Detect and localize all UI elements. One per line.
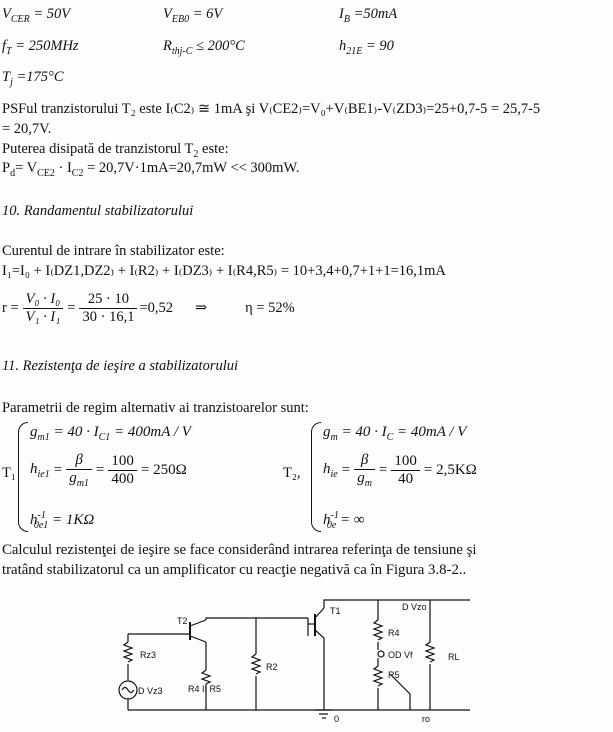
t1-hie-fraction-den-sub: m1 [76,478,89,489]
param-rth [163,38,245,57]
param-vcer-sub: CER [10,13,30,25]
t2-hie-fraction [354,452,375,489]
efficiency-equation: r = $\frac{\text{V₀ · I₀}}{\text{V₁ · I₁}}$ = $\frac{25 \cdot 10}{30 \cdot 16,1}$ =0,52 ⇒ η = 52% [2,290,295,325]
t2-brace [311,422,321,532]
efficiency-fraction-1-den: V₁ · I₁ [25,308,61,325]
t2-gm-symbol: g [323,424,331,440]
param-ib-sub: B [343,13,350,25]
psf-line-4-end: = 20,7V·1mA=20,7mW << 300mW. [83,160,300,176]
t2-label: T₂, [283,465,301,481]
t2-hie-equation: $h_{ie}$ = $\frac{\beta}{g_m}$ = $\frac{100}{40}$ = 2,5KΩ [323,452,477,489]
param-h21-value: = 90 [362,38,394,54]
param-ft-sub: T [6,45,12,57]
t1-hoe-sub: 0e1 [33,520,49,531]
t1-label-circuit: T1 [330,606,341,616]
section-11-intro: Parametrii de regim alternativ ai tranzistoarelor sunt: [2,400,309,416]
t2-gm-result: = 40mA / V [393,424,467,440]
t1-hie-fraction-2 [108,453,137,488]
param-h21 [339,38,394,57]
param-ft [2,38,79,57]
psf-line-3-tail: este: [198,141,229,157]
t2-hoe-symbol: h [323,512,331,528]
r5-resistor [374,666,382,686]
t2-gm-equation [323,424,466,443]
t1-hie-fraction [66,452,92,489]
r2-resistor [252,654,260,674]
param-ib-symbol: I [339,6,344,22]
t2-hie-fraction-2-num: 100 [391,453,420,471]
efficiency-fraction-2-num: 25 · 10 [79,291,137,309]
t1-hie-sub: ie1 [37,469,50,480]
param-rth-symbol: R [163,38,172,54]
param-vebo-symbol: V [163,6,172,22]
r4-label: R4 [388,628,400,638]
rl-label: RL [448,652,460,662]
rz3-label: Rz3 [140,650,157,660]
section-10-intro: Curentul de intrare în stabilizator este: [2,243,225,259]
param-tj-symbol: T [2,69,11,85]
section-10-title: 10. Randamentul stabilizatorului [2,203,194,219]
t2-label-circuit: T2 [177,616,188,626]
t1-hie-fraction-num: β [66,452,92,470]
r5-label: R5 [388,670,400,680]
t1-hoe-sup: -1 [37,510,46,521]
psf-line-2 [2,121,51,138]
param-ib-value: =50mA [349,6,398,22]
r4r5-label: R4 II R5 [188,684,222,694]
psf-line-4: $P_d= V_{CE2} \cdot I_{C2} = 20,7V\cdot 1mA=20,7mW << 300mW$. [2,160,300,179]
t2-hie-symbol: h [323,461,331,477]
t1-hie-fraction-2-num: 100 [108,453,137,471]
t1-hie-symbol: h [30,461,38,477]
t1-hie-equation: $h_{ie1}$ = $\frac{\beta}{g_{m1}}$ = $\frac{100}{400}$ = 250Ω [30,452,187,489]
param-vebo [163,6,222,25]
efficiency-fraction-1-num: V₀ · I₀ [23,291,64,309]
t1-gm-symbol: g [30,424,38,440]
param-vcer-value: = 50V [29,6,71,22]
vz3-label: D Vz3 [138,686,163,696]
t2-gm-ic: C [386,432,394,443]
t2-hie-fraction-2-den: 40 [398,471,414,487]
t2-hie-fraction-num: β [354,452,375,470]
psf-line-4-pre: P [2,160,11,176]
section-11-para-2: tratând stabilizatorul ca un amplificator cu reacţie negativă ca în Figura 3.8-2.. [2,562,467,578]
t1-gm-equation [30,424,191,443]
rl-resistor [426,642,434,662]
param-rth-value: ≤ 200°C [192,38,245,54]
t2-hie-fraction-den: g [357,470,365,486]
psf-line-4-text: = V [15,160,38,176]
t1-gm-sub: m1 [37,432,50,443]
t1-gm-value: = 40 · I [49,424,99,440]
rz3-resistor [124,642,132,662]
r2-label: R2 [266,662,278,672]
efficiency-result: =0,52 [139,299,174,316]
psf-line-3-text: Puterea disipată de tranzistorul T [2,141,194,157]
t1-hie-result: = 250Ω [140,462,187,478]
param-ft-symbol: f [2,38,7,54]
param-tj-sub: j [10,76,13,88]
implies-arrow: ⇒ [195,299,208,316]
vzo-label: D Vzo [402,602,427,612]
t1-hoe-equation [30,510,94,531]
r4-resistor [374,620,382,640]
input-current-equation: I₁=I₀ + I₍DZ1,DZ2₎ + I₍R2₎ + I₍DZ3₎ + I₍R4,R5₎ = 10+3,4+0,7+1+1=16,1mA [2,263,446,279]
t2-hoe-sub: 0e [326,520,337,531]
t1-gm-ic: C1 [98,432,111,443]
param-vebo-value: = 6V [189,6,223,22]
section-11-title: 11. Rezistenţa de ieşire a stabilizatorului [2,358,239,374]
t2-hie-fraction-den-sub: m [364,478,372,489]
param-tj [2,69,64,88]
efficiency-fraction-2 [79,291,137,326]
circuit-diagram [110,596,475,728]
efficiency-fraction-2-den: 30 · 16,1 [82,308,135,325]
t2-hoe-sup: -1 [330,510,339,521]
psf-line-2-text: = 20,7V. [2,121,52,137]
psf-line-1-text: PSFul tranzistorului T₂ este I₍C2₎ ≅ 1mA şi V₍CE2₎=V₀+V₍BE1₎-V₍ZD3₎=25+0,7-5 = 25,7-5 [2,101,541,117]
param-tj-value: =175°C [12,69,64,85]
param-vebo-sub: EB0 [171,13,190,25]
efficiency-fraction-1 [23,291,64,326]
param-ib [339,6,397,25]
t2-hoe-equation [323,510,365,531]
param-h21-sub: 21E [346,45,363,57]
ro-label: ro [422,714,431,724]
t1-label: T₁ [2,465,16,481]
t2-hoe-value: = ∞ [336,512,365,528]
ground-symbol [315,710,332,718]
section-11-para-1: Calculul rezistenţei de ieşire se face considerând intrarea referinţa de tensiune şi [2,542,477,558]
t2-hie-sub: ie [330,469,338,480]
psf-line-4-rest: · I [54,160,72,176]
param-vcer [2,6,70,25]
efficiency-r-label: r = [2,299,19,316]
vf-label: OD Vf [388,650,413,660]
t2-hie-fraction-2 [391,453,420,488]
param-h21-symbol: h [339,38,347,54]
param-ft-value: = 250MHz [11,38,79,54]
t1-hie-fraction-2-den: 400 [111,471,134,487]
param-rth-sub: thj-C [171,45,193,57]
t2-gm-sub: m [330,432,338,443]
t1-brace [18,422,28,532]
r4r5-resistor [202,670,210,684]
t1-gm-result: = 400mA / V [110,424,191,440]
t2-hie-result: = 2,5KΩ [423,462,477,478]
param-vcer-symbol: V [2,6,11,22]
t1-hoe-symbol: h [30,512,38,528]
t2-gm-value: = 40 · I [337,424,387,440]
t1-hie-fraction-den: g [69,470,77,486]
efficiency-percent: η = 52% [245,299,295,316]
ground-label: 0 [334,714,340,724]
t1-hoe-value: = 1KΩ [48,512,95,528]
psf-line-3: Puterea disipată de tranzistorul $T_2$ este: [2,141,229,160]
psf-line-1 [2,101,540,118]
